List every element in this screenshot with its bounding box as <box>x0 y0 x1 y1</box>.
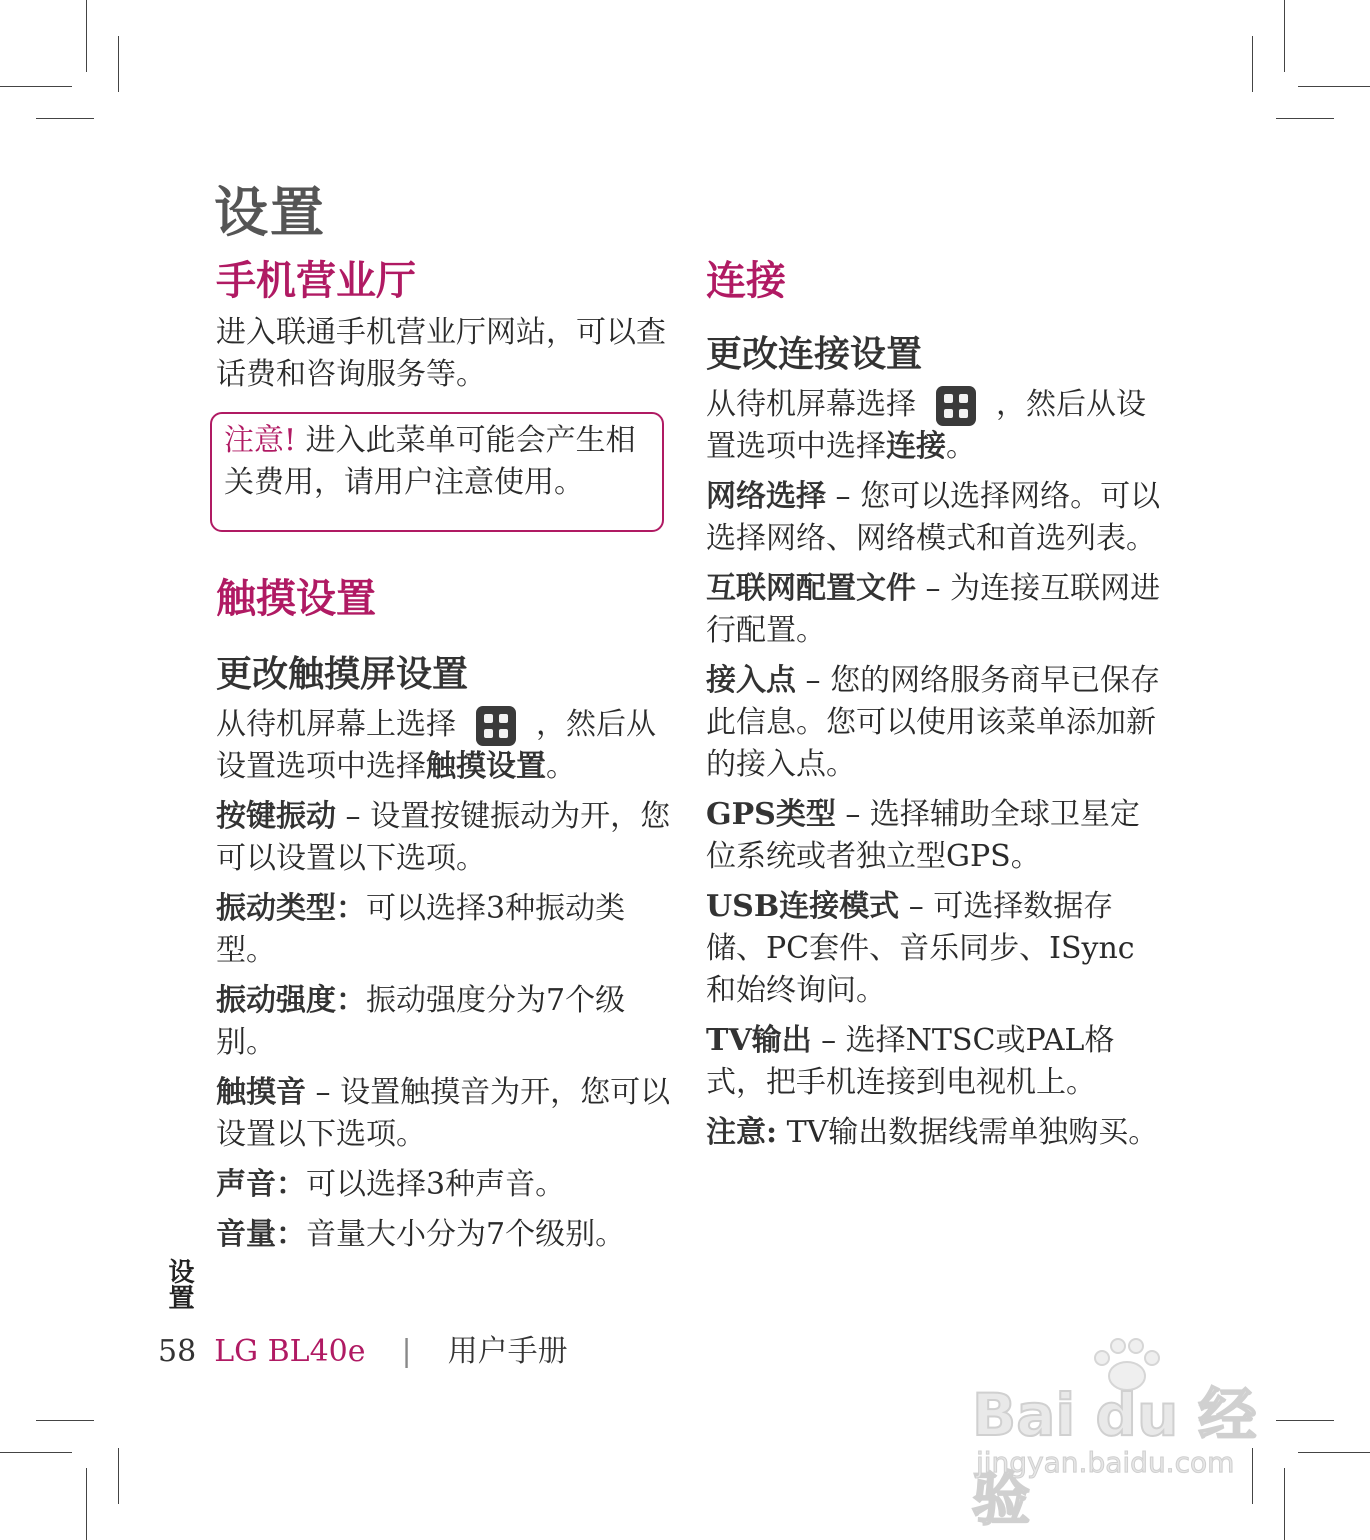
item-text: 音量大小分为7个级别。 <box>306 1217 626 1252</box>
manual-label: 用户手册 <box>447 1334 568 1369</box>
item-text: – 为连接互联网进行配置。 <box>706 571 1161 648</box>
list-item <box>216 1164 671 1206</box>
crop-mark <box>0 1452 72 1453</box>
grid-menu-icon <box>936 386 976 426</box>
list-item <box>706 1112 1161 1154</box>
warning-text: 进入此菜单可能会产生相关费用，请用户注意使用。 <box>224 423 636 500</box>
crop-mark <box>1284 0 1285 72</box>
crop-mark <box>1298 86 1370 87</box>
page-title: 设置 <box>214 181 326 244</box>
connection-intro <box>706 384 1161 468</box>
crop-mark <box>118 36 119 92</box>
crop-mark <box>118 1448 119 1504</box>
item-term: 振动强度： <box>216 983 366 1018</box>
crop-mark <box>36 1420 94 1421</box>
connection-intro-end: 。 <box>946 429 976 464</box>
item-text: 可以选择3种声音。 <box>306 1167 566 1202</box>
crop-mark <box>86 0 87 72</box>
watermark-url: jingyan.baidu.com <box>976 1446 1235 1479</box>
item-text: – 设置触摸音为开，您可以设置以下选项。 <box>216 1075 671 1152</box>
list-item <box>706 1020 1161 1104</box>
item-text: – 您可以选择网络。可以选择网络、网络模式和首选列表。 <box>706 479 1161 556</box>
item-text: – 可选择数据存储、PC套件、音乐同步、ISync和始终询问。 <box>706 889 1135 1008</box>
warning-label: 注意! <box>224 423 297 458</box>
section-title-touch-settings: 触摸设置 <box>216 575 376 622</box>
connection-intro-b: ，然后从设置选项中选择 <box>706 387 1146 464</box>
item-text: – 设置按键振动为开，您可以设置以下选项。 <box>216 799 671 876</box>
connection-intro-a: 从待机屏幕选择 <box>706 387 916 422</box>
subtitle-change-touch: 更改触摸屏设置 <box>216 653 469 695</box>
crop-mark <box>0 86 72 87</box>
section-title-connectivity: 连接 <box>706 257 786 304</box>
warning-note <box>224 420 652 504</box>
item-term: 接入点 <box>706 663 796 698</box>
watermark-brand: Bai du 经验 <box>972 1381 1257 1533</box>
item-term: TV输出 <box>706 1023 812 1058</box>
connection-intro-term: 连接 <box>886 429 946 464</box>
list-item <box>706 886 1161 1012</box>
right-column <box>706 254 1161 1162</box>
item-text: TV输出数据线需单独购买。 <box>777 1115 1159 1150</box>
grid-menu-icon <box>476 706 516 746</box>
model-name: LG BL40e <box>214 1334 366 1369</box>
list-item <box>706 568 1161 652</box>
footer-separator: | <box>401 1334 412 1369</box>
item-text: 可以选择3种振动类型。 <box>216 891 626 968</box>
item-text: – 选择辅助全球卫星定位系统或者独立型GPS。 <box>706 797 1140 874</box>
list-item <box>706 660 1161 786</box>
touch-intro-end: 。 <box>546 749 576 784</box>
warning-note-box <box>210 412 664 532</box>
crop-mark <box>1276 118 1334 119</box>
list-item <box>706 476 1161 560</box>
section-title-mobile-hall: 手机营业厅 <box>216 257 416 304</box>
crop-mark <box>1298 1452 1370 1453</box>
item-term: 振动类型： <box>216 891 366 926</box>
page-footer <box>158 1326 568 1370</box>
list-item <box>706 794 1161 878</box>
subtitle-change-connection: 更改连接设置 <box>706 333 923 375</box>
item-term: 网络选择 <box>706 479 826 514</box>
touch-intro-term: 触摸设置 <box>426 749 546 784</box>
side-section-tab: 设置 <box>164 1258 194 1310</box>
item-term: 音量： <box>216 1217 306 1252</box>
list-item <box>216 1214 671 1256</box>
page-number: 58 <box>158 1334 197 1369</box>
crop-mark <box>1252 36 1253 92</box>
list-item <box>216 796 671 880</box>
left-column <box>216 254 671 1264</box>
item-term: 按键振动 <box>216 799 336 834</box>
item-text: 振动强度分为7个级别。 <box>216 983 626 1060</box>
crop-mark <box>86 1468 87 1540</box>
item-term: 注意: <box>706 1115 778 1150</box>
mobile-hall-body: 进入联通手机营业厅网站，可以查话费和咨询服务等。 <box>216 315 666 392</box>
touch-intro-a: 从待机屏幕上选择 <box>216 707 456 742</box>
item-term: 触摸音 <box>216 1075 306 1110</box>
list-item <box>216 888 671 972</box>
item-term: USB连接模式 <box>706 889 900 924</box>
touch-intro-b: ，然后从设置选项中选择 <box>216 707 656 784</box>
list-item <box>216 980 671 1064</box>
item-text: – 选择NTSC或PAL格式，把手机连接到电视机上。 <box>706 1023 1115 1100</box>
crop-mark <box>36 118 94 119</box>
item-text: – 您的网络服务商早已保存此信息。您可以使用该菜单添加新的接入点。 <box>706 663 1161 782</box>
item-term: GPS类型 <box>706 797 836 832</box>
baidu-watermark <box>972 1340 1292 1533</box>
touch-intro <box>216 704 671 788</box>
item-term: 互联网配置文件 <box>706 571 916 606</box>
list-item <box>216 1072 671 1156</box>
item-term: 声音： <box>216 1167 306 1202</box>
